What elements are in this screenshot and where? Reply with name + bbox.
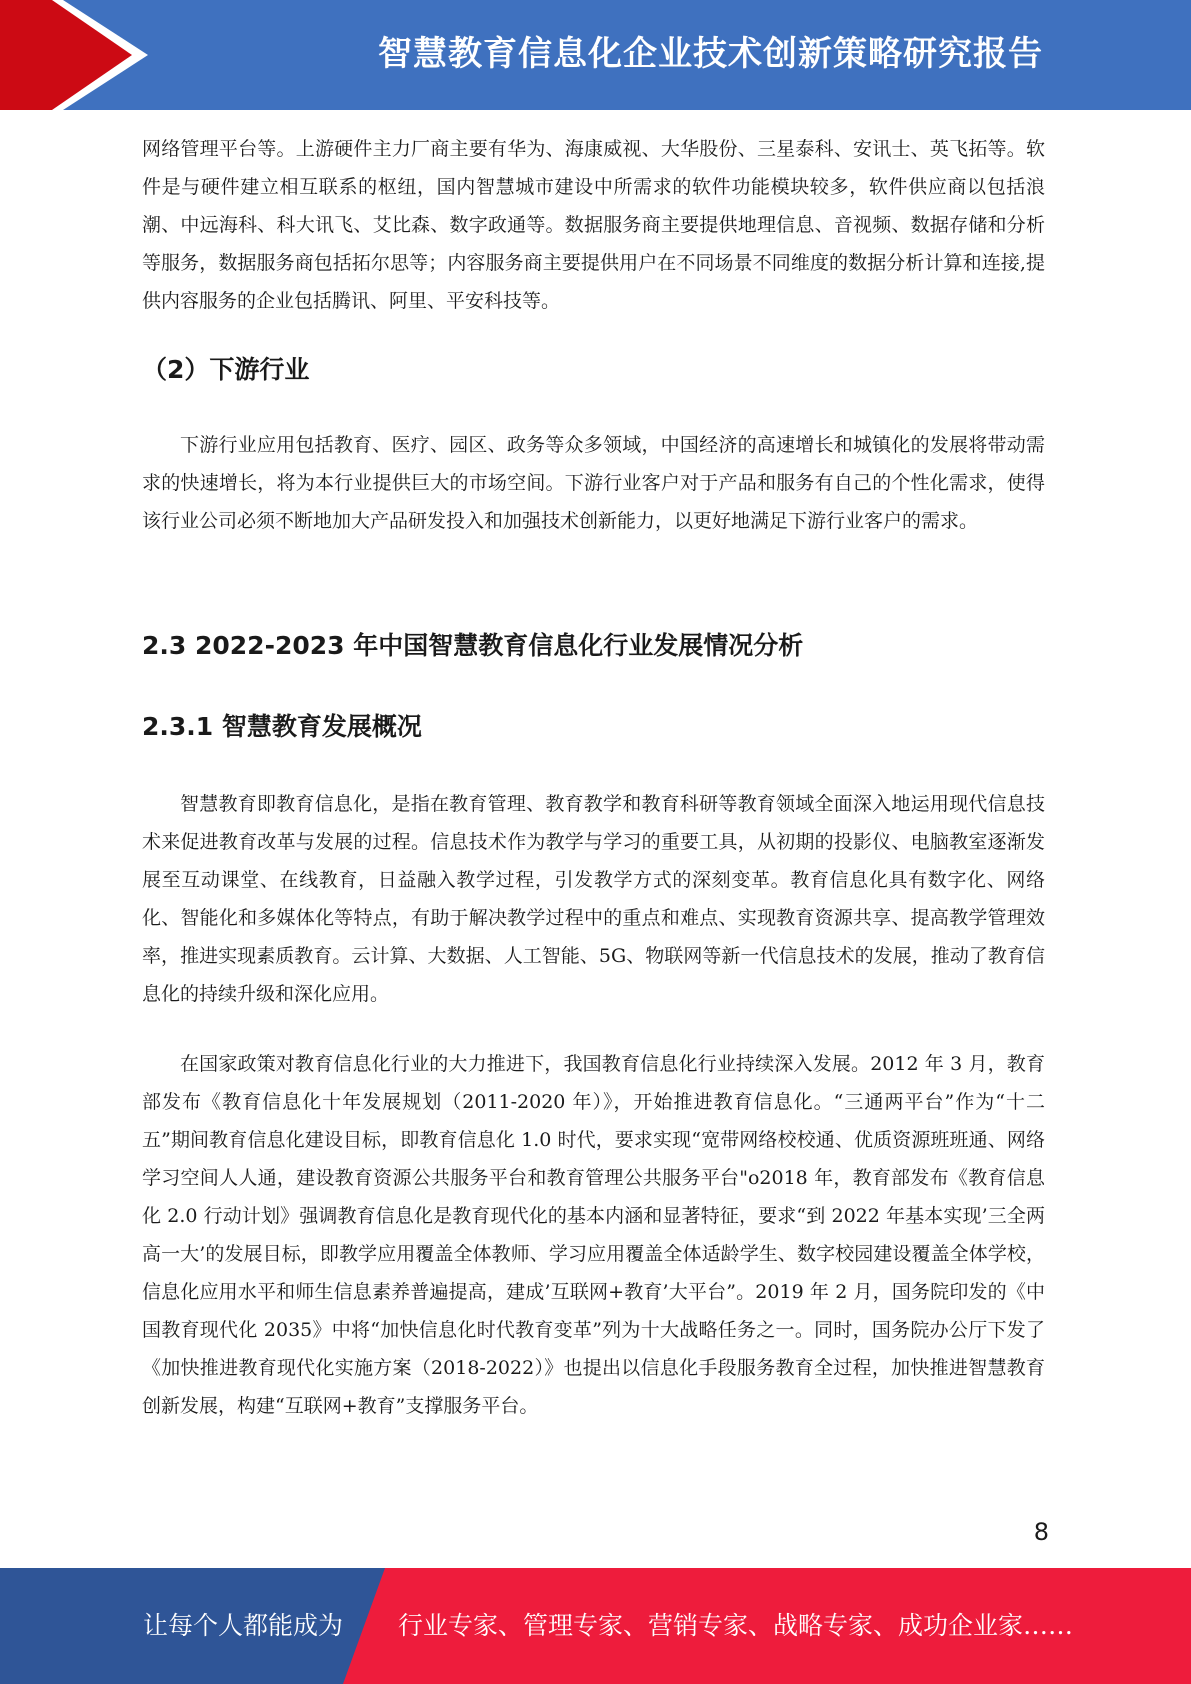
heading-subsection-2-3-1: 2.3.1 智慧教育发展概况	[142, 712, 422, 741]
footer-slogan-left: 让每个人都能成为	[143, 1611, 344, 1640]
page-header	[0, 0, 1191, 110]
page-footer	[0, 1568, 1191, 1684]
header-chevron-decoration	[0, 0, 240, 110]
report-title: 智慧教育信息化企业技术创新策略研究报告	[378, 34, 1043, 74]
paragraph-education-overview: 智慧教育即教育信息化，是指在教育管理、教育教学和教育科研等教育领域全面深入地运用现代信息技术来促进教育改革与发展的过程。信息技术作为教学与学习的重要工具，从初期的投影仪、电脑教室逐渐发展至互动课堂、在线教育，日益融入教学过程，引发教学方式的深刻变革。教育信息化具有数字化、网络化、智能化和多媒体化等特点，有助于解决教学过程中的重点和难点、实现教育资源共享、提高教学管理效率，推进实现素质教育。云计算、大数据、人工智能、5G、物联网等新一代信息技术的发展，推动了教育信息化的持续升级和深化应用。	[142, 793, 1045, 1005]
paragraph-downstream-industry: 下游行业应用包括教育、医疗、园区、政务等众多领域，中国经济的高速增长和城镇化的发展将带动需求的快速增长，将为本行业提供巨大的市场空间。下游行业客户对于产品和服务有自己的个性化需求，使得该行业公司必须不断地加大产品研发投入和加强技术创新能力，以更好地满足下游行业客户的需求。	[142, 434, 1045, 532]
heading-downstream-industry: （2）下游行业	[142, 355, 310, 384]
footer-slogan-right: 行业专家、管理专家、营销专家、战略专家、成功企业家……	[398, 1611, 1074, 1640]
paragraph-upstream-vendors: 网络管理平台等。上游硬件主力厂商主要有华为、海康威视、大华股份、三星泰科、安讯士、英飞拓等。软件是与硬件建立相互联系的枢纽，国内智慧城市建设中所需求的软件功能模块较多，软件供应商以包括浪潮、中远海科、科大讯飞、艾比森、数字政通等。数据服务商主要提供地理信息、音视频、数据存储和分析等服务，数据服务商包括拓尔思等；内容服务商主要提供用户在不同场景不同维度的数据分析计算和连接,提供内容服务的企业包括腾讯、阿里、平安科技等。	[142, 138, 1045, 312]
page-number: 8	[1033, 1518, 1049, 1546]
page-content	[142, 130, 1045, 1425]
paragraph-policy-history: 在国家政策对教育信息化行业的大力推进下，我国教育信息化行业持续深入发展。2012 年 3 月，教育部发布《教育信息化十年发展规划（2011-2020 年）》，开始推进教育信息化。“三通两平台”作为“十二五”期间教育信息化建设目标，即教育信息化 1.0 时代，要求实现“宽带网络校校通、优质资源班班通、网络学习空间人人通，建设教育资源公共服务平台和教育管理公共服务平台"o2018 年，教育部发布《教育信息化 2.0 行动计划》强调教育信息化是教育现代化的基本内涵和显著特征，要求“到 2022 年基本实现’三全两高一大’的发展目标，即教学应用覆盖全体教师、学习应用覆盖全体适龄学生、数字校园建设覆盖全体学校，信息化应用水平和师生信息素养普遍提高，建成’互联网+教育’大平台”。2019 年 2 月，国务院印发的《中国教育现代化 2035》中将“加快信息化时代教育变革”列为十大战略任务之一。同时，国务院办公厅下发了《加快推进教育现代化实施方案（2018-2022）》也提出以信息化手段服务教育全过程，加快推进智慧教育创新发展，构建“互联网+教育”支撑服务平台。	[142, 1053, 1045, 1417]
heading-section-2-3: 2.3 2022-2023 年中国智慧教育信息化行业发展情况分析	[142, 631, 804, 660]
